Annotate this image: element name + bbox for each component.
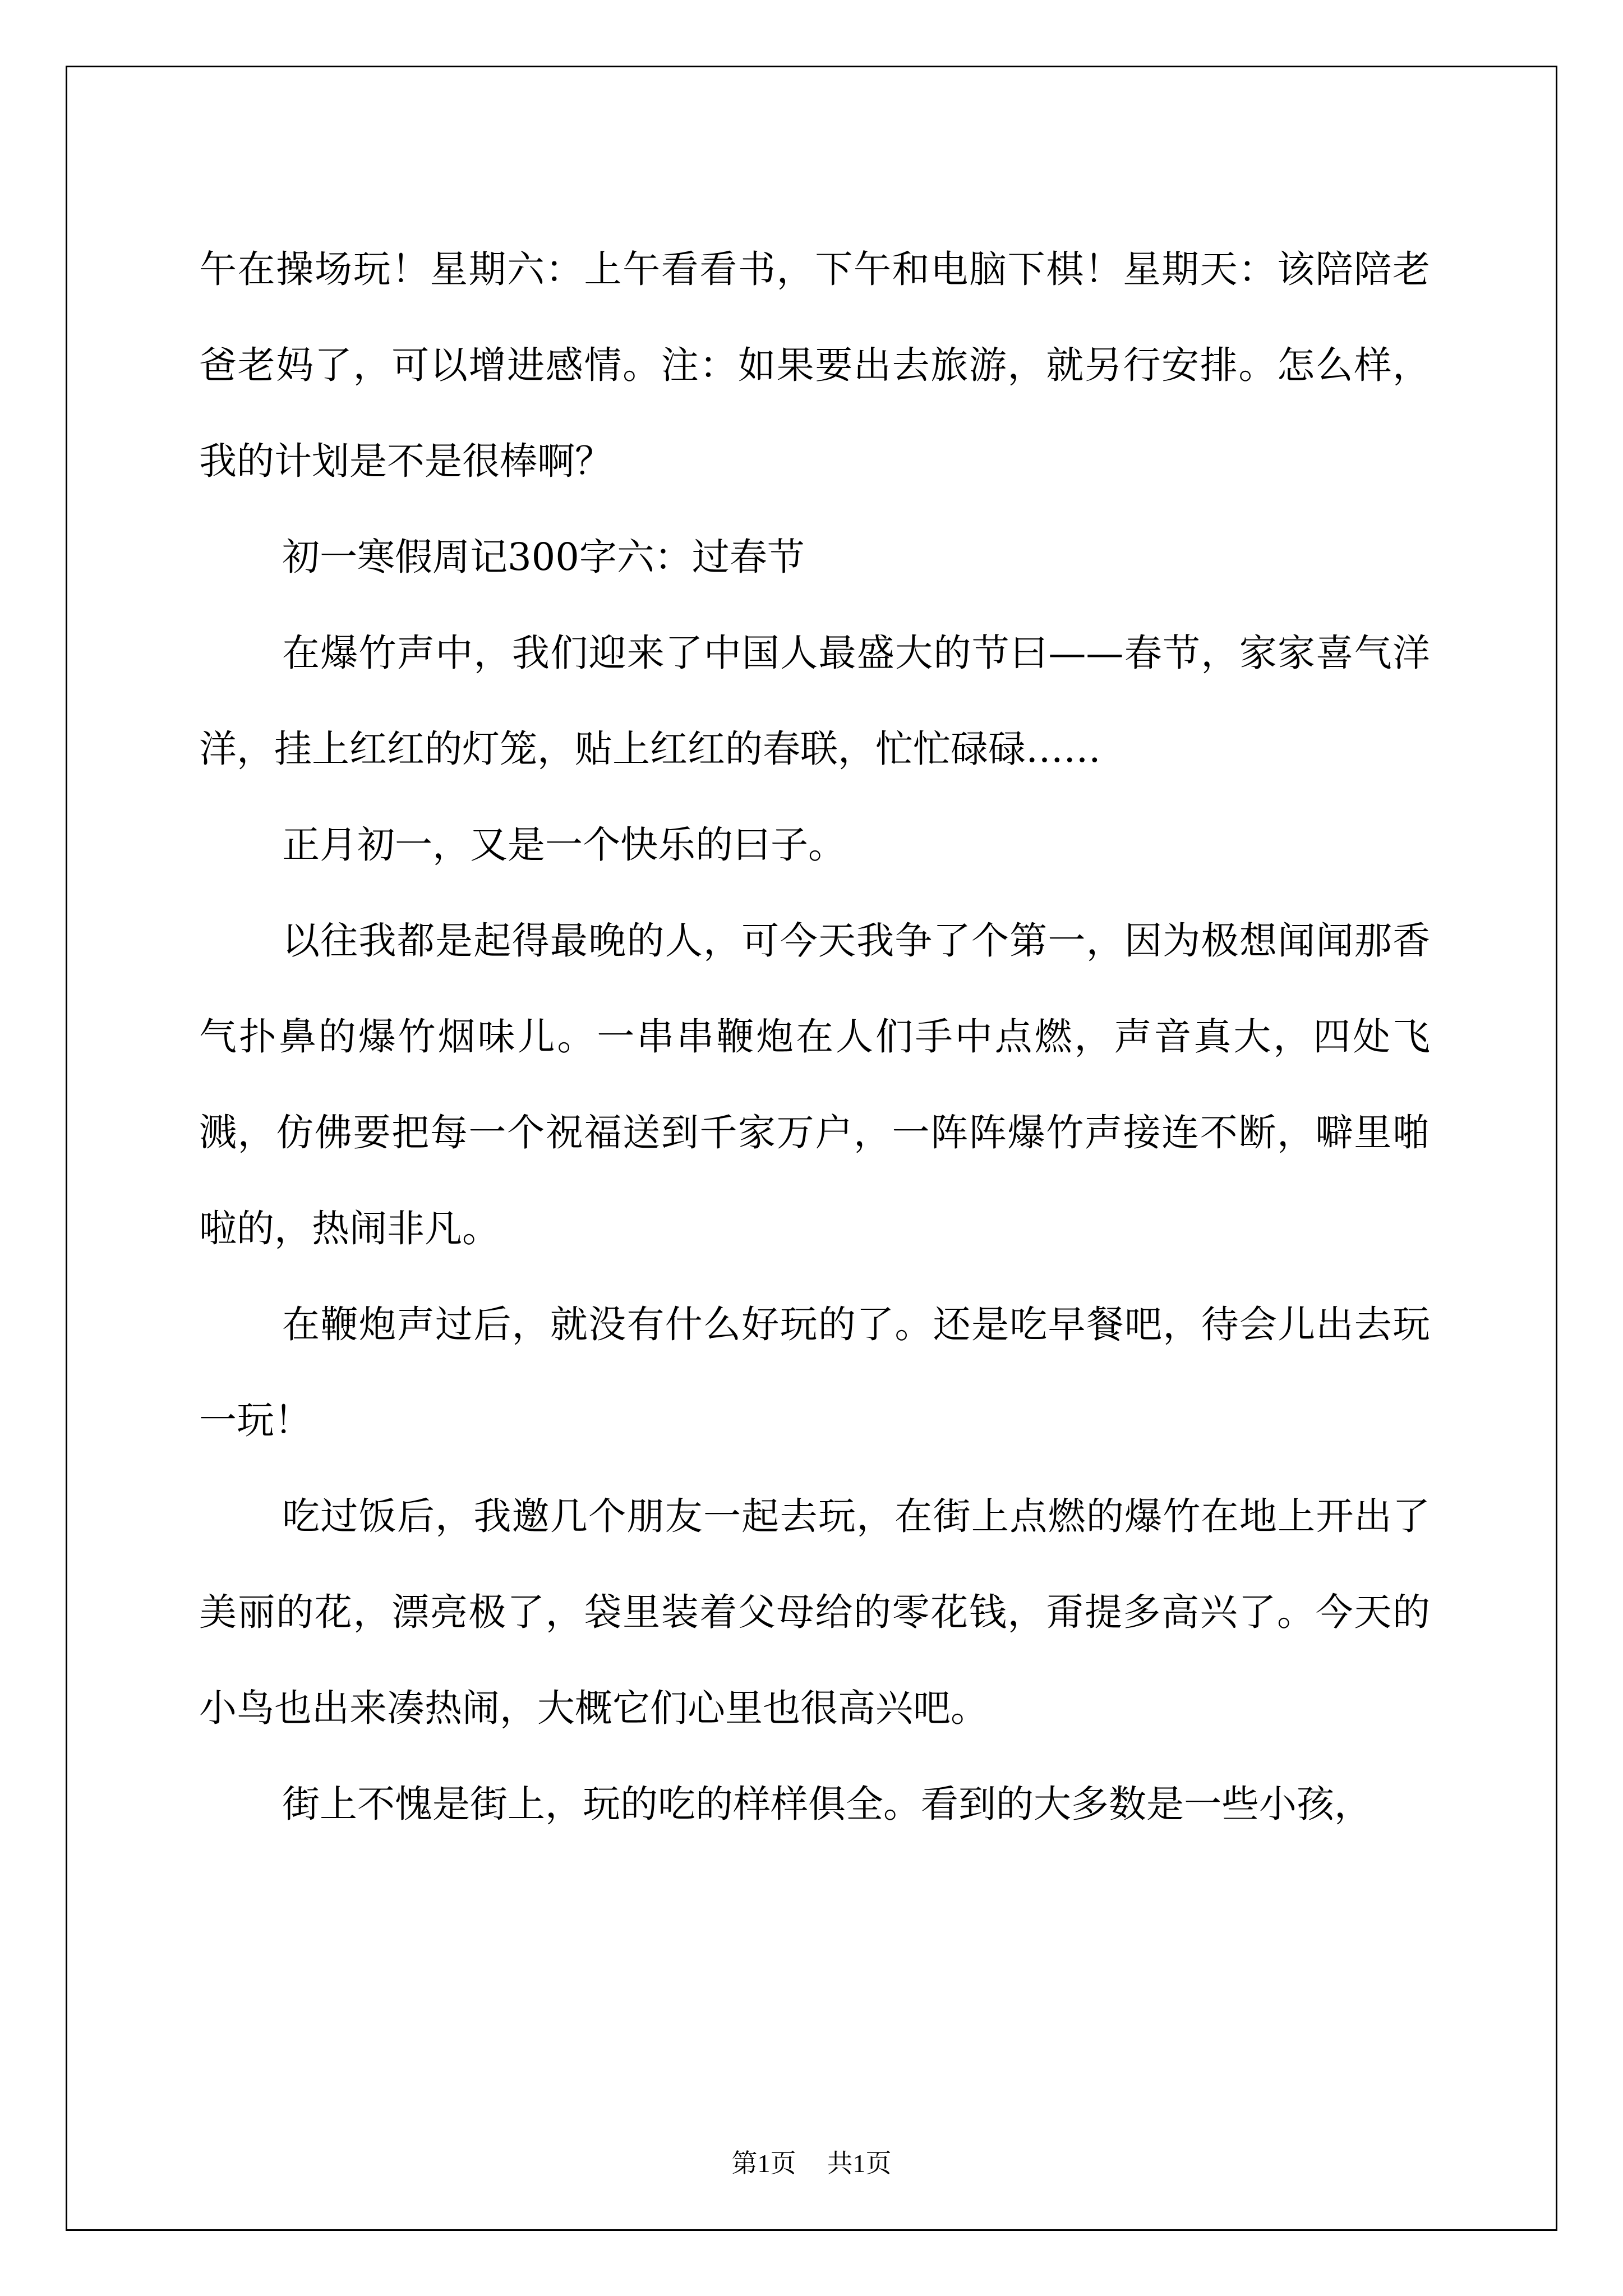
- page-number: 第1页: [731, 2149, 796, 2178]
- page-footer: [0, 2143, 1623, 2180]
- paragraph: 正月初一，又是一个快乐的曰子。: [282, 823, 846, 867]
- paragraph-continuation: 午在操场玩！星期六：上午看看书，下午和电脑下棋！星期天：该陪陪老爸老妈了，可以增进感情。注：如果要出去旅游，就另行安排。怎么样，我的计划是不是很棒啊？: [199, 247, 1430, 483]
- paragraph: 吃过饭后，我邀几个朋友一起去玩，在街上点燃的爆竹在地上开出了美丽的花，漂亮极了，袋里装着父母给的零花钱，甭提多高兴了。今天的小鸟也出来凑热闹，大概它们心里也很高兴吧。: [199, 1494, 1430, 1730]
- document-body: [199, 222, 1430, 1852]
- paragraph: 街上不愧是街上，玩的吃的样样俱全。看到的大多数是一些小孩，: [282, 1782, 1372, 1826]
- paragraph: 以往我都是起得最晚的人，可今天我争了个第一，因为极想闻闻那香气扑鼻的爆竹烟味儿。一串串鞭炮在人们手中点燃，声音真大，四处飞溅，仿佛要把每一个祝福送到千家万户，一阵阵爆竹声接连不断，噼里啪啦的，热闹非凡。: [199, 919, 1430, 1250]
- paragraph: 在鞭炮声过后，就没有什么好玩的了。还是吃早餐吧，待会儿出去玩一玩！: [199, 1303, 1430, 1442]
- paragraph: 在爆竹声中，我们迎来了中国人最盛大的节曰——春节，家家喜气洋洋，挂上红红的灯笼，贴上红红的春联，忙忙碌碌……: [199, 631, 1430, 771]
- section-heading: 初一寒假周记300字六：过春节: [282, 535, 805, 579]
- page-total: 共1页: [827, 2149, 892, 2178]
